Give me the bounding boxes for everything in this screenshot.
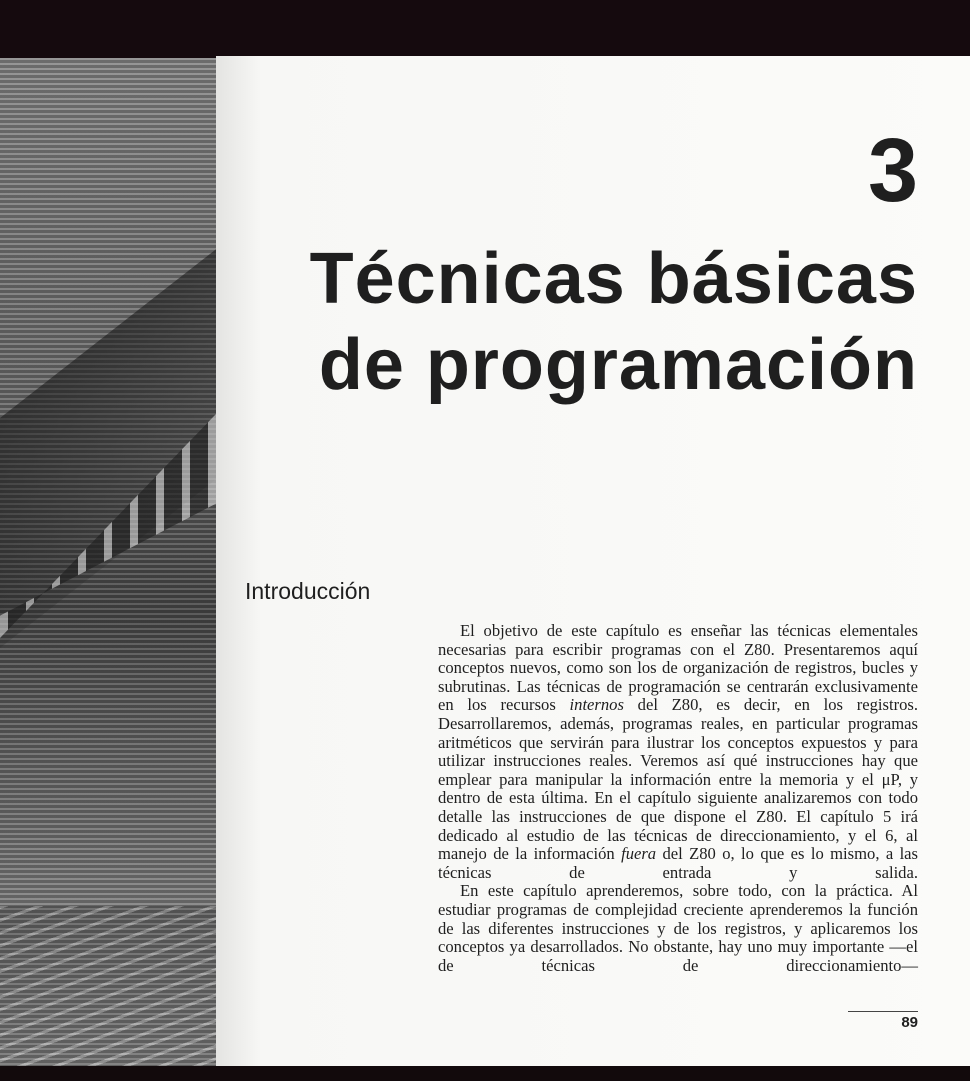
body-text [438,622,918,975]
footer-rule [848,1011,918,1012]
page-number: 89 [901,1014,918,1031]
scan-top-border [0,0,970,58]
scan-bottom-border [0,1066,970,1081]
paragraph-1 [438,622,918,882]
emphasis-internos: internos [569,695,624,715]
paragraph-1-part-b: del Z80, es decir, en los registros. Desarrollaremos, además, programas reales, en particular programas aritméticos que servirán para ilustrar los conceptos expuestos y para utilizar instrucciones reales. Veremos así qué instrucciones hay que emplear para manipular la información entre la memoria y el μP, y dentro de esta última. En el capítulo siguiente analizaremos con todo detalle las instrucciones de que dispone el Z80. El capítulo 5 irá dedicado al estudio de las técnicas de direccionamiento, y el 6, al manejo de la información [438,695,919,864]
paragraph-1-part-a: El objetivo de este capítulo es enseñar las técnicas elementales necesarias para escribir programas con el Z80. Presentaremos aquí conceptos nuevos, como son los de organización de registros, bucles y subrutinas. Las técnicas de programación se centrarán exclusivamente en los recursos [438,621,918,715]
chapter-title [310,236,918,408]
section-heading: Introducción [245,578,371,604]
chapter-title-line-2: de programación [318,325,918,405]
emphasis-fuera: fuera [621,844,657,864]
paragraph-2: En este capítulo aprenderemos, sobre todo, con la práctica. Al estudiar programas de complejidad creciente aprenderemos la función de las diferentes instrucciones y de los registros, y aplicaremos los conceptos ya desarrollados. No obstante, hay uno muy importante —el de técnicas de direccionamiento— [438,881,918,975]
facing-page-photograph [0,58,216,1066]
paragraph-1-part-c: del Z80 o, lo que es lo mismo, a las técnicas de entrada y salida. [438,844,919,882]
chapter-number: 3 [867,121,918,221]
chapter-title-line-1: Técnicas básicas [309,239,918,319]
photo-floor [0,906,216,1066]
